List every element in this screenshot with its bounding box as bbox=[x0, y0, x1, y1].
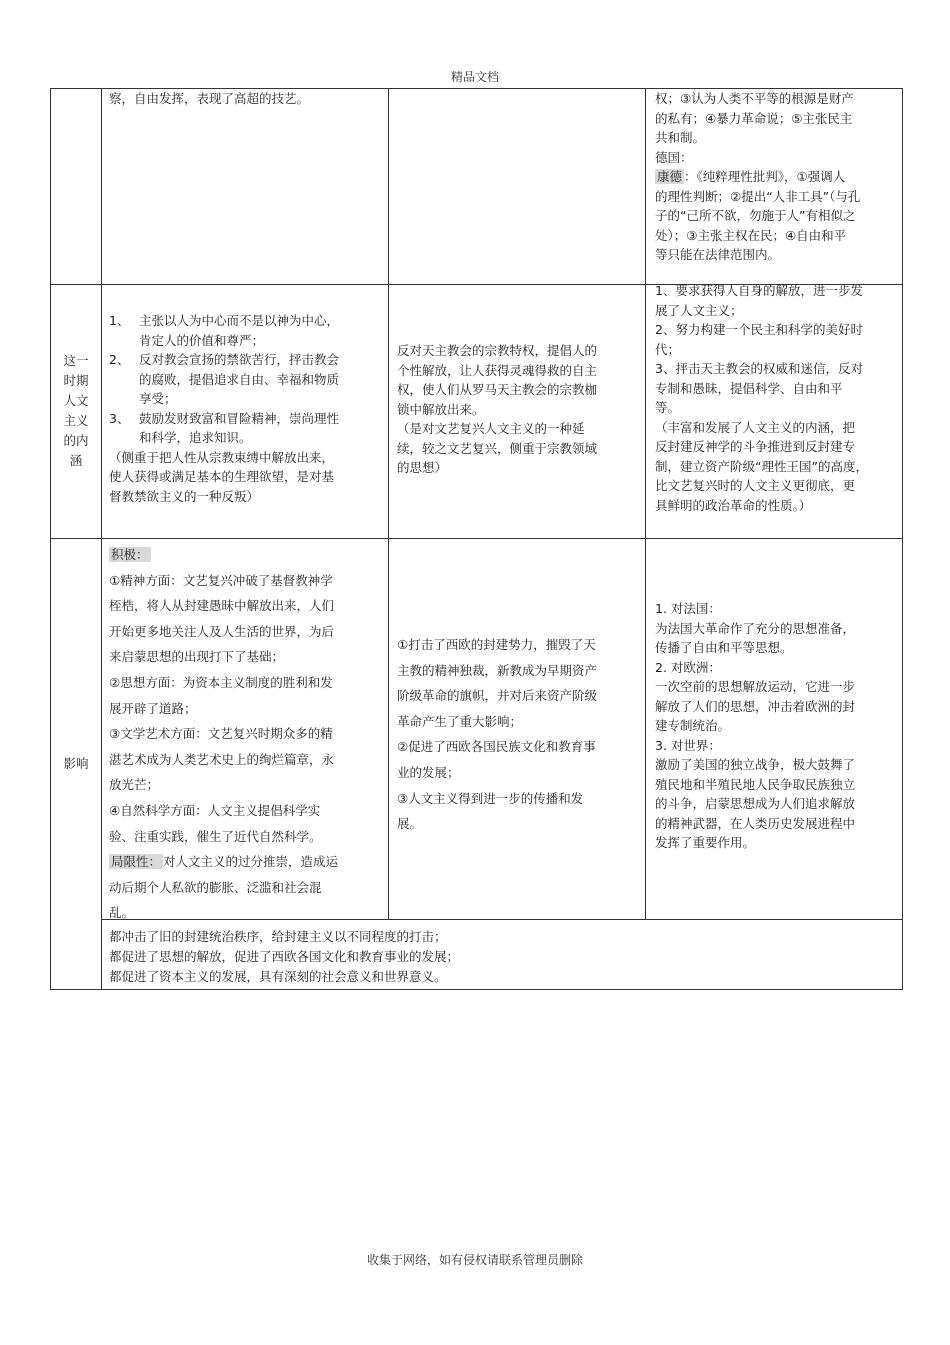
row3-label: 影响 bbox=[63, 756, 89, 771]
kant-rest: ：《纯粹理性批判》，①强调人 bbox=[684, 169, 846, 184]
row1-col3-line: 等只能在法律范围内。 bbox=[655, 247, 781, 262]
text-line: 的思想） bbox=[397, 460, 448, 475]
note-line: （侧重于把人性从宗教束缚中解放出来， bbox=[109, 449, 335, 465]
positive-line bbox=[109, 542, 384, 568]
text-line: 革命产生了重大影响； bbox=[397, 713, 523, 729]
row3-col2-cell bbox=[397, 632, 642, 837]
text-line: 湛艺术成为人类艺术史上的绚烂篇章，永 bbox=[109, 751, 335, 767]
row3-col3-cell bbox=[655, 599, 895, 853]
row1-col1-text: 察，自由发挥，表现了高超的技艺。 bbox=[109, 91, 310, 106]
text-line: 锁中解放出来。 bbox=[397, 401, 485, 417]
row-label-line: 人文 bbox=[63, 393, 89, 408]
text-line: 开始更多地关注人及人生活的世界，为后 bbox=[109, 623, 335, 639]
list-line: 享受； bbox=[139, 391, 177, 406]
row1-col3-line: 德国： bbox=[655, 149, 693, 165]
list-item bbox=[109, 311, 384, 350]
comparison-table bbox=[50, 88, 903, 990]
text-line: ③文学艺术方面：文艺复兴时期众多的精 bbox=[109, 726, 333, 742]
text-line: 1、要求获得人自身的解放，进一步发 bbox=[655, 283, 863, 298]
text-line: 制，建立资产阶级“理性王国”的高度， bbox=[655, 458, 868, 474]
row1-col3-line: 的理性判断；②提出“人非工具”（与孔 bbox=[655, 188, 861, 204]
text-line: 具鲜明的政治革命的性质。） bbox=[655, 497, 812, 513]
list-line: 鼓励发财致富和冒险精神，崇尚理性 bbox=[139, 410, 340, 426]
text-line: ②思想方面：为资本主义制度的胜利和发 bbox=[109, 674, 333, 690]
text-line: 解放了人们的思想，冲击着欧洲的封 bbox=[655, 698, 856, 714]
text-line: 激励了美国的独立战争，极大鼓舞了 bbox=[655, 757, 856, 772]
text-line: 的斗争，启蒙思想成为人们追求解放 bbox=[655, 796, 856, 811]
row1-col3-line: 的私有；④暴力革命说；⑤主张民主 bbox=[655, 110, 853, 126]
list-line: 反对教会宣扬的禁欲苦行，抨击教会 bbox=[139, 352, 340, 367]
row3-col1-cell bbox=[109, 542, 384, 926]
text-line: 权，使人们从罗马天主教会的宗教枷 bbox=[397, 382, 598, 397]
text-line: 殖民地和半殖民地人民争取民族独立 bbox=[655, 776, 856, 792]
text-line: ③人文主义得到进一步的传播和发 bbox=[397, 790, 584, 806]
kant-highlight: 康德 bbox=[657, 169, 683, 184]
row-label-line: 的内 bbox=[63, 433, 89, 448]
text-line: 业的发展； bbox=[397, 764, 460, 780]
text-line: 个性解放，让人获得灵魂得救的自主 bbox=[397, 362, 598, 378]
row-label-line: 时期 bbox=[63, 373, 89, 388]
row-label-line: 主义 bbox=[63, 413, 89, 428]
list-line: 肯定人的价值和尊严； bbox=[139, 332, 265, 348]
text-line: 比文艺复兴时的人文主义更彻底，更 bbox=[655, 478, 856, 493]
text-line: 3. 对世界： bbox=[655, 737, 721, 753]
row2-col3-cell bbox=[655, 281, 895, 515]
note-line: 督教禁欲主义的一种反叛） bbox=[109, 488, 260, 504]
text-line: 乱。 bbox=[109, 905, 135, 921]
row2-col1-cell bbox=[109, 311, 384, 506]
text-line: 阶级革命的旗帜，并对后来资产阶级 bbox=[397, 688, 598, 704]
summary-line: 都冲击了旧的封建统治秩序，给封建主义以不同程度的打击； bbox=[109, 929, 447, 944]
table-divider bbox=[388, 89, 389, 919]
text-line: 展了人文主义； bbox=[655, 302, 743, 318]
page-footer: 收集于网络，如有侵权请联系管理员删除 bbox=[366, 1253, 583, 1267]
text-line: 为法国大革命作了充分的思想准备， bbox=[655, 620, 856, 636]
list-line: 和科学，追求知识。 bbox=[139, 430, 252, 445]
text-line: ④自然科学方面：人文主义提倡科学实 bbox=[109, 802, 321, 818]
positive-label: 积极： bbox=[111, 547, 149, 562]
text-line: ①精神方面：文艺复兴冲破了基督教神学 bbox=[109, 572, 333, 588]
text-line: 的精神武器，在人类历史发展进程中 bbox=[655, 815, 856, 831]
list-item bbox=[109, 409, 384, 448]
text-line: （丰富和发展了人文主义的内涵，把 bbox=[655, 419, 856, 435]
text-line: 传播了自由和平等思想。 bbox=[655, 640, 793, 655]
text-line: ①打击了西欧的封建势力，摧毁了天 bbox=[397, 637, 596, 652]
row2-label bbox=[53, 351, 99, 471]
text-line: 反对天主教会的宗教特权，提倡人的 bbox=[397, 343, 598, 358]
text-line: 3、抨击天主教会的权威和迷信，反对 bbox=[655, 361, 863, 376]
text-line: 建专制统治。 bbox=[655, 718, 731, 733]
text-line: 展开辟了道路； bbox=[109, 700, 197, 716]
text-line: 1. 对法国： bbox=[655, 601, 721, 616]
text-line: 专制和愚昧，提倡科学、自由和平 bbox=[655, 380, 843, 396]
text-line: （是对文艺复兴人文主义的一种延 bbox=[397, 421, 585, 436]
table-divider bbox=[51, 538, 902, 539]
limitation-label: 局限性： bbox=[111, 854, 162, 870]
text-line: 一次空前的思想解放运动，它进一步 bbox=[655, 679, 856, 694]
text-line: 动后期个人私欲的膨胀、泛滥和社会混 bbox=[109, 879, 322, 895]
row1-col3-line: 共和制。 bbox=[655, 130, 706, 145]
limitation-line bbox=[109, 849, 384, 875]
row2-col2-cell bbox=[397, 341, 642, 478]
summary-line: 都促进了资本主义的发展，具有深刻的社会意义和世界意义。 bbox=[109, 969, 447, 984]
row1-col3-line: 权；③认为人类不平等的根源是财产 bbox=[655, 91, 854, 106]
summary-line: 都促进了思想的解放，促进了西欧各国文化和教育事业的发展； bbox=[109, 949, 460, 964]
list-number: 1、 bbox=[109, 313, 130, 328]
table-divider bbox=[645, 89, 646, 919]
summary-cell bbox=[109, 927, 889, 987]
row1-col3-line: 处）；③主张主权在民；④自由和平 bbox=[655, 227, 847, 243]
row1-col3-line: 子的“己所不欲，勿施于人”有相似之 bbox=[655, 208, 856, 223]
page-header: 精品文档 bbox=[450, 70, 499, 84]
kant-line bbox=[655, 167, 895, 187]
row1-col1-cell bbox=[109, 89, 384, 109]
text-line: 主教的精神独裁，新教成为早期资产 bbox=[397, 662, 598, 678]
row1-col3-cell bbox=[655, 89, 895, 265]
list-line: 主张以人为中心而不是以神为中心， bbox=[139, 313, 340, 328]
text-line: 2. 对欧洲： bbox=[655, 659, 721, 675]
note-line: 使人获得或满足基本的生理欲望，是对基 bbox=[109, 469, 335, 484]
text-line: 桎梏，将人从封建愚昧中解放出来，人们 bbox=[109, 598, 335, 614]
text-line: ②促进了西欧各国民族文化和教育事 bbox=[397, 739, 596, 755]
list-number: 2、 bbox=[109, 352, 130, 367]
text-line: 反封建反神学的斗争推进到反封建专 bbox=[655, 439, 856, 454]
list-number: 3、 bbox=[109, 410, 130, 426]
row-label-line: 涵 bbox=[69, 453, 83, 468]
text-line: 2、努力构建一个民主和科学的美好时 bbox=[655, 322, 863, 337]
limitation-rest: 对人文主义的过分推崇，造成运 bbox=[163, 854, 339, 870]
text-line: 放光芒； bbox=[109, 777, 160, 793]
text-line: 展。 bbox=[397, 816, 423, 832]
text-line: 代； bbox=[655, 341, 681, 357]
table-divider bbox=[101, 89, 102, 989]
text-line: 续，较之文艺复兴，侧重于宗教领域 bbox=[397, 440, 598, 456]
text-line: 等。 bbox=[655, 400, 681, 415]
row-label-line: 这一 bbox=[63, 353, 89, 368]
text-line: 验、注重实践，催生了近代自然科学。 bbox=[109, 828, 322, 844]
list-line: 的腐败，提倡追求自由、幸福和物质 bbox=[139, 371, 340, 387]
text-line: 发挥了重要作用。 bbox=[655, 835, 756, 850]
text-line: 来启蒙思想的出现打下了基础； bbox=[109, 649, 285, 665]
list-item bbox=[109, 350, 384, 409]
